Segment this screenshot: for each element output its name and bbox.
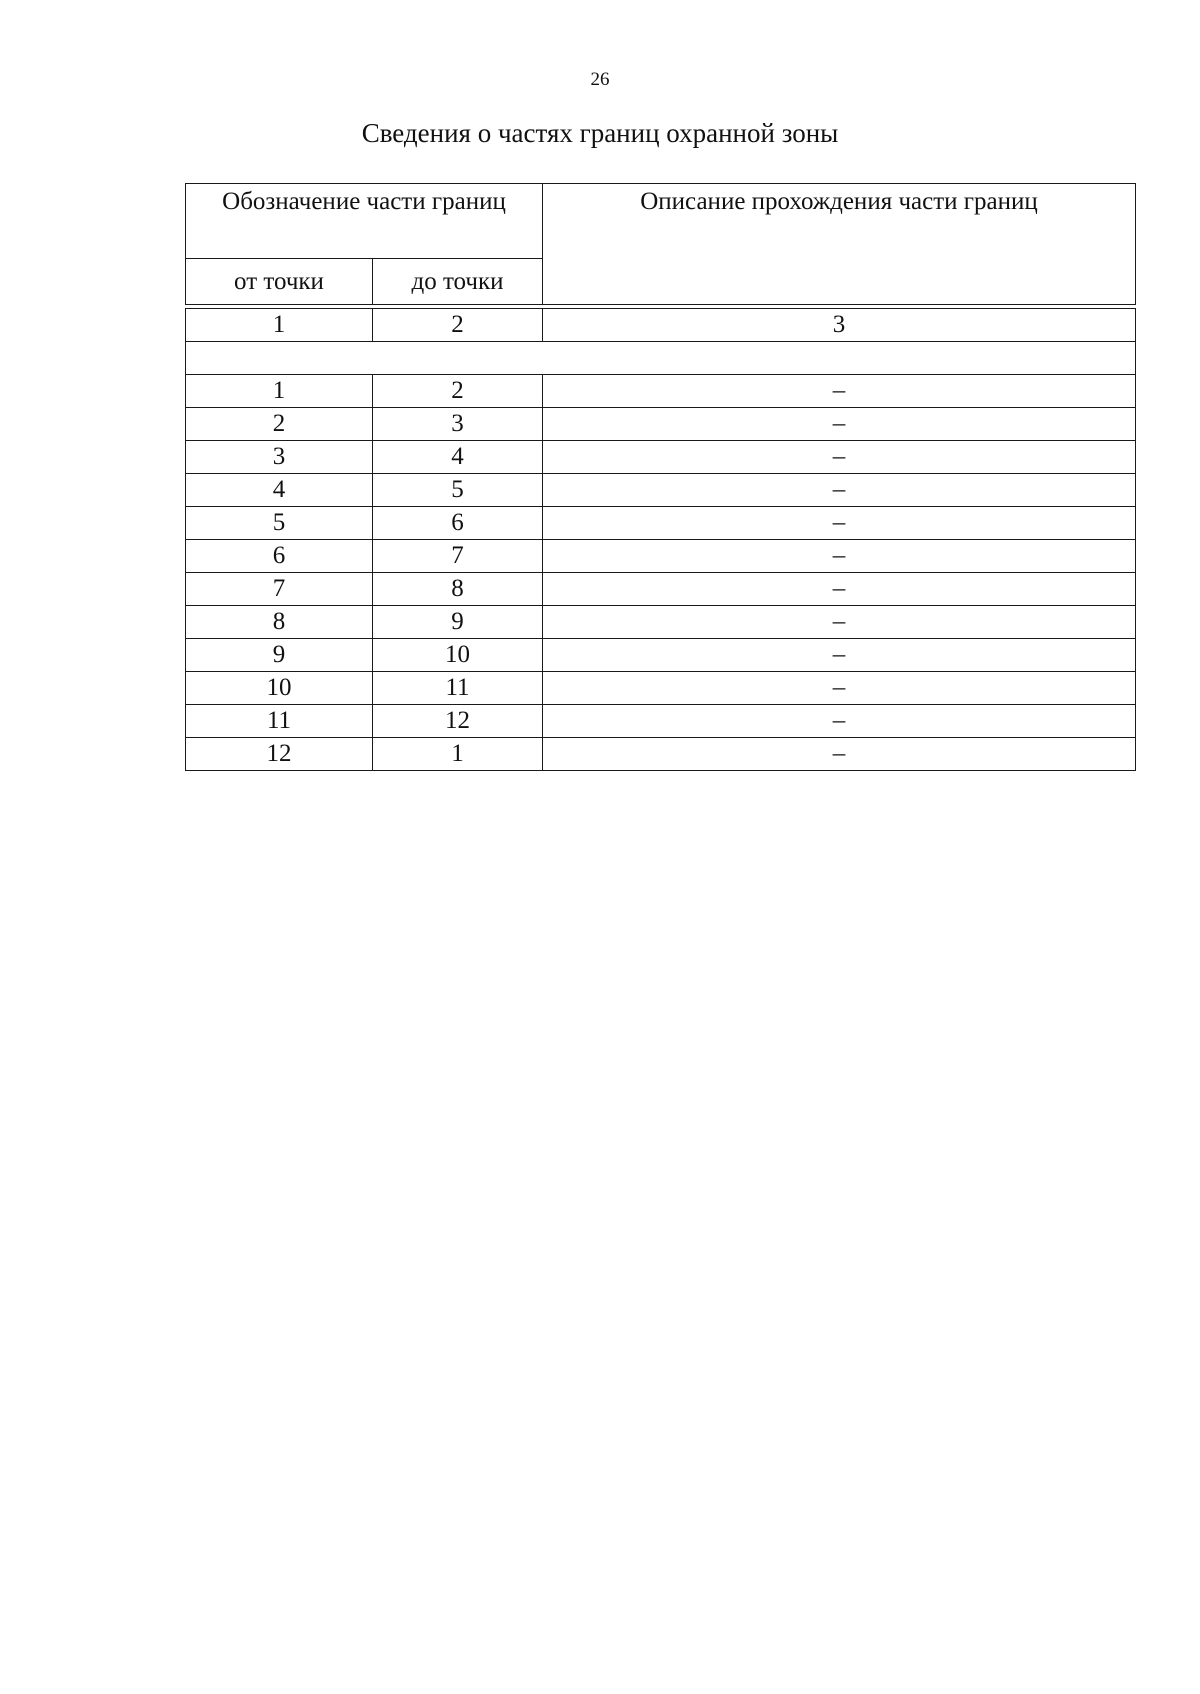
- table-row: [186, 507, 1136, 540]
- from-point-cell: 2: [186, 408, 373, 441]
- description-cell: –: [543, 639, 1136, 672]
- to-point-cell: 10: [373, 639, 543, 672]
- header-to-point: до точки: [373, 259, 543, 305]
- to-point-cell: 11: [373, 672, 543, 705]
- from-point-cell: 10: [186, 672, 373, 705]
- table-row: [186, 573, 1136, 606]
- header-boundary-designation: Обозначение части границ: [186, 184, 543, 259]
- table-row: [186, 375, 1136, 408]
- column-number-cell: 3: [543, 309, 1136, 342]
- to-point-cell: 1: [373, 738, 543, 771]
- description-cell: –: [543, 573, 1136, 606]
- from-point-cell: 9: [186, 639, 373, 672]
- description-cell: –: [543, 507, 1136, 540]
- to-point-cell: 8: [373, 573, 543, 606]
- description-cell: –: [543, 375, 1136, 408]
- from-point-cell: 5: [186, 507, 373, 540]
- to-point-cell: 7: [373, 540, 543, 573]
- table-body: [186, 305, 1136, 771]
- table-row: [186, 408, 1136, 441]
- column-number-row: [186, 309, 1136, 342]
- boundary-parts-table-container: [185, 183, 1135, 771]
- description-cell: –: [543, 738, 1136, 771]
- column-number-cell: 1: [186, 309, 373, 342]
- description-cell: –: [543, 408, 1136, 441]
- table-row: [186, 606, 1136, 639]
- to-point-cell: 2: [373, 375, 543, 408]
- page-number: 26: [590, 69, 610, 90]
- from-point-cell: 6: [186, 540, 373, 573]
- table-row: [186, 639, 1136, 672]
- empty-separator-cell: [186, 342, 1136, 375]
- from-point-cell: 4: [186, 474, 373, 507]
- to-point-cell: 6: [373, 507, 543, 540]
- table-row: [186, 738, 1136, 771]
- empty-separator-row: [186, 342, 1136, 375]
- header-from-point: от точки: [186, 259, 373, 305]
- header-boundary-description: Описание прохождения части границ: [543, 184, 1136, 305]
- table-row: [186, 672, 1136, 705]
- description-cell: –: [543, 705, 1136, 738]
- table-row: [186, 540, 1136, 573]
- from-point-cell: 8: [186, 606, 373, 639]
- to-point-cell: 5: [373, 474, 543, 507]
- table-row: [186, 474, 1136, 507]
- from-point-cell: 7: [186, 573, 373, 606]
- from-point-cell: 11: [186, 705, 373, 738]
- from-point-cell: 3: [186, 441, 373, 474]
- page-title: Сведения о частях границ охранной зоны: [361, 118, 839, 148]
- description-cell: –: [543, 606, 1136, 639]
- table-row: [186, 441, 1136, 474]
- column-number-cell: 2: [373, 309, 543, 342]
- table-header-row-1: [186, 184, 1136, 259]
- description-cell: –: [543, 474, 1136, 507]
- from-point-cell: 12: [186, 738, 373, 771]
- to-point-cell: 4: [373, 441, 543, 474]
- to-point-cell: 9: [373, 606, 543, 639]
- table-row: [186, 705, 1136, 738]
- table-header: [186, 184, 1136, 305]
- boundary-parts-table: [185, 183, 1136, 771]
- description-cell: –: [543, 672, 1136, 705]
- description-cell: –: [543, 540, 1136, 573]
- from-point-cell: 1: [186, 375, 373, 408]
- description-cell: –: [543, 441, 1136, 474]
- to-point-cell: 3: [373, 408, 543, 441]
- to-point-cell: 12: [373, 705, 543, 738]
